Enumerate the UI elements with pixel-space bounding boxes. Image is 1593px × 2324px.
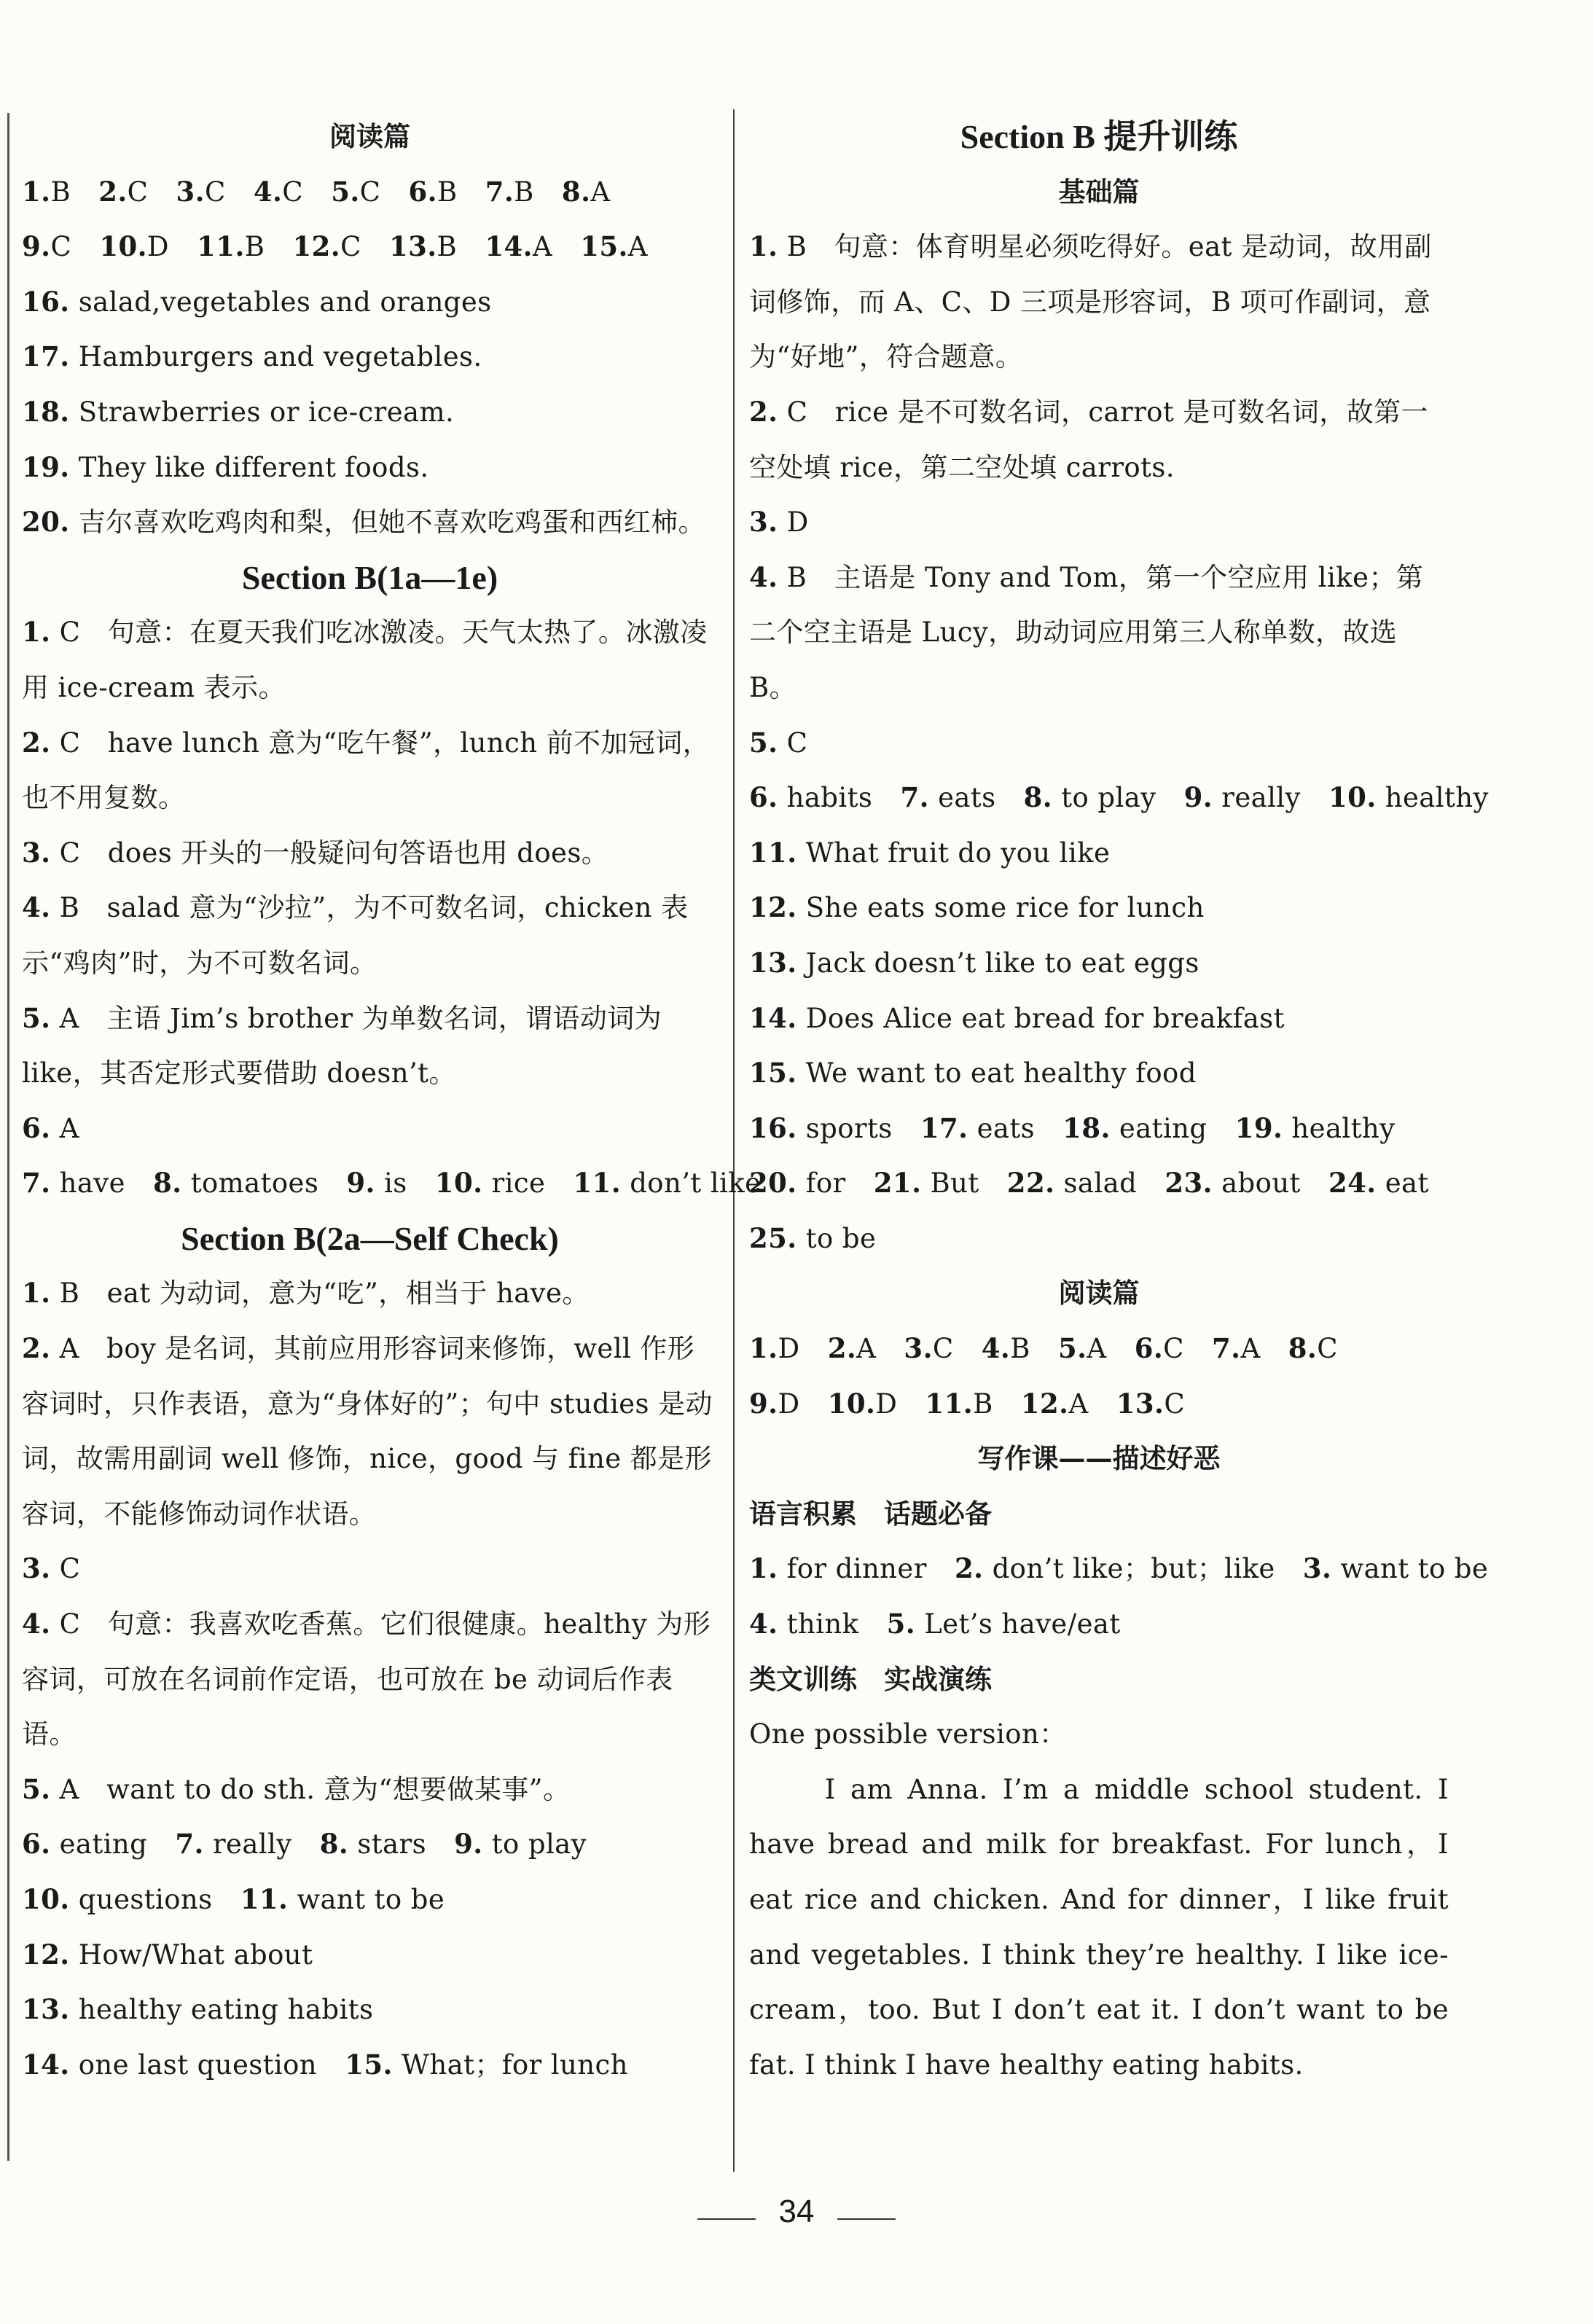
answer-num: 8. [561, 175, 591, 208]
language-accumulation-title: 语言积累 话题必备 [749, 1497, 992, 1530]
rq-answer-2: 2. C rice 是不可数名词，carrot 是可数名词，故第一空处填 rice，第二空处填 carrots. [749, 395, 1428, 483]
answer: A [532, 231, 553, 263]
b2-answer-12: 12. How/What about [22, 1938, 313, 1971]
answer: B [514, 176, 534, 208]
b2-answer-2: 2. A boy 是名词，其前应用形容词来修饰，well 作形容词时，只作表语，意为“身体好的”；句中 studies 是动词，故需用副词 well 修饰，nice，good 与 fine 都是形容词，不能修饰动词作状语。 [22, 1332, 713, 1530]
answer-num: 10. [99, 230, 147, 263]
column-divider [733, 109, 735, 2172]
section-b-1a-1e-title: Section B(1a—1e) [241, 558, 498, 596]
b2-answer-4: 4. C 句意：我喜欢吃香蕉。它们很健康。healthy 为形容词，可放在名词前作定语，也可放在 be 动词后作表语。 [22, 1608, 711, 1750]
answer: C [340, 231, 361, 263]
answer-num: 2. [98, 175, 128, 208]
rq-answers-6-10: 6. habits 7. eats 8. to play 9. really 10. healthy [749, 781, 1489, 814]
b2-answer-3: 3. C [22, 1552, 81, 1585]
b2-answers-14-15: 14. one last question 15. What；for lunch [22, 2048, 628, 2081]
reading-title-right: 阅读篇 [1058, 1277, 1140, 1310]
answer-18: 18. Strawberries or ice-cream. [22, 395, 455, 428]
answer: C [282, 176, 304, 208]
b1-answer-2: 2. C have lunch 意为“吃午餐”，lunch 前不加冠词，也不用复数。 [22, 726, 711, 814]
page-edge-line [7, 113, 9, 2161]
reading-title-left: 阅读篇 [329, 120, 410, 152]
rq-answer-14: 14. Does Alice eat bread for breakfast [749, 1001, 1285, 1034]
b1-answer-4: 4. B salad 意为“沙拉”，为不可数名词，chicken 表示“鸡肉”时，为不可数名词。 [22, 891, 689, 979]
section-b-improvement-title: Section B 提升训练 [960, 118, 1238, 155]
answer-num: 9. [22, 230, 51, 263]
answer: A [627, 231, 648, 263]
answer-20: 20. 吉尔喜欢吃鸡肉和梨，但她不喜欢吃鸡蛋和西红柿。 [22, 506, 705, 539]
answer: B [244, 231, 265, 263]
answer-num: 1. [22, 175, 51, 208]
answer: C [50, 231, 72, 263]
writing-answers-1-3: 1. for dinner 2. don’t like；but；like 3. want to be [749, 1552, 1489, 1585]
rq-answer-5: 5. C [749, 726, 808, 759]
b1-answer-1: 1. C 句意：在夏天我们吃冰激凌。天气太热了。冰激凌用 ice-cream 表示。 [22, 616, 708, 703]
rq-answer-15: 15. We want to eat healthy food [749, 1057, 1197, 1089]
right-reading-row-1: 1.D 2.A 3.C 4.B 5.A 6.C 7.A 8.C [749, 1332, 1338, 1365]
b1-answer-3: 3. C does 开头的一般疑问句答语也用 does。 [22, 836, 609, 869]
page-number: 34 [778, 2194, 815, 2229]
b2-answer-13: 13. healthy eating habits [22, 1993, 374, 2026]
right-reading-row-2: 9.D 10.D 11.B 12.A 13.C [749, 1387, 1186, 1420]
page-footer [0, 2183, 1593, 2241]
answer-num: 15. [580, 230, 628, 263]
possible-version-label: One possible version： [749, 1718, 1067, 1750]
rq-answer-13: 13. Jack doesn’t like to eat eggs [749, 946, 1199, 979]
b2-answer-1: 1. B eat 为动词，意为“吃”，相当于 have。 [22, 1277, 590, 1310]
answer-num: 6. [408, 175, 437, 208]
answer: B [437, 231, 458, 263]
rq-answer-25: 25. to be [749, 1221, 877, 1254]
answer: B [50, 176, 71, 208]
answer-num: 13. [388, 230, 437, 263]
footer-rule-left [697, 2218, 756, 2220]
answer-num: 12. [292, 230, 341, 263]
b2-answers-10-11: 10. questions 11. want to be [22, 1883, 445, 1915]
answer: D [146, 231, 169, 263]
footer-rule-right [837, 2218, 896, 2220]
reading-answers-row-1 [22, 165, 718, 220]
training-title: 类文训练 实战演练 [749, 1662, 992, 1695]
b1-answer-6: 6. A [22, 1111, 79, 1144]
b1-answer-5: 5. A 主语 Jim’s brother 为单数名词，谓语动词为 like，其否定形式要借助 doesn’t。 [22, 1001, 662, 1089]
rq-answers-20-24: 20. for 21. But 22. salad 23. about 24. eat [749, 1167, 1429, 1200]
answer: C [204, 176, 226, 208]
answer-num: 3. [176, 175, 205, 208]
right-column [749, 109, 1489, 2092]
reading-answers-row-2 [22, 219, 718, 275]
rq-answers-16-19: 16. sports 17. eats 18. eating 19. healthy [749, 1111, 1396, 1144]
answer-num: 14. [485, 230, 533, 263]
answer: C [127, 176, 149, 208]
answer-19: 19. They like different foods. [22, 450, 429, 483]
left-column [22, 109, 762, 2092]
sample-essay: I am Anna. I’m a middle school student. I have bread and milk for breakfast. For lunch，I eat rice and chicken. And for dinner，I like fruit and vegetables. I think they’re healthy. I like ice-cream，too. But I don’t eat it. I don’t want to be fat. I think I have healthy eating habits. [749, 1773, 1449, 2081]
section-b-2a-self-check-title: Section B(2a—Self Check) [181, 1219, 559, 1257]
answer-num: 7. [485, 175, 514, 208]
answer-num: 11. [197, 230, 245, 263]
answer-num: 5. [331, 175, 360, 208]
b1-answers-7-11: 7. have 8. tomatoes 9. is 10. rice 11. don’t like [22, 1167, 762, 1200]
answer-17: 17. Hamburgers and vegetables. [22, 340, 482, 373]
answer-16: 16. salad,vegetables and oranges [22, 285, 492, 318]
b2-answer-5: 5. A want to do sth. 意为“想要做某事”。 [22, 1772, 571, 1805]
basic-title: 基础篇 [1058, 175, 1140, 208]
answer: A [590, 176, 611, 208]
writing-answers-4-5: 4. think 5. Let’s have/eat [749, 1608, 1121, 1640]
rq-answer-12: 12. She eats some rice for lunch [749, 891, 1205, 924]
writing-lesson-title: 写作课——描述好恶 [977, 1442, 1221, 1475]
answer-num: 4. [253, 175, 283, 208]
rq-answer-11: 11. What fruit do you like [749, 836, 1111, 869]
answer: B [437, 176, 458, 208]
rq-answer-4: 4. B 主语是 Tony and Tom，第一个空应用 like；第二个空主语是 Lucy，助动词应用第三人称单数，故选 B。 [749, 560, 1424, 703]
rq-answer-1: 1. B 句意：体育明星必须吃得好。eat 是动词，故用副词修饰，而 A、C、D 三项是形容词，B 项可作副词，意为“好地”，符合题意。 [749, 230, 1432, 373]
rq-answer-3: 3. D [749, 506, 809, 539]
answer: C [359, 176, 381, 208]
b2-answers-6-9: 6. eating 7. really 8. stars 9. to play [22, 1828, 587, 1861]
